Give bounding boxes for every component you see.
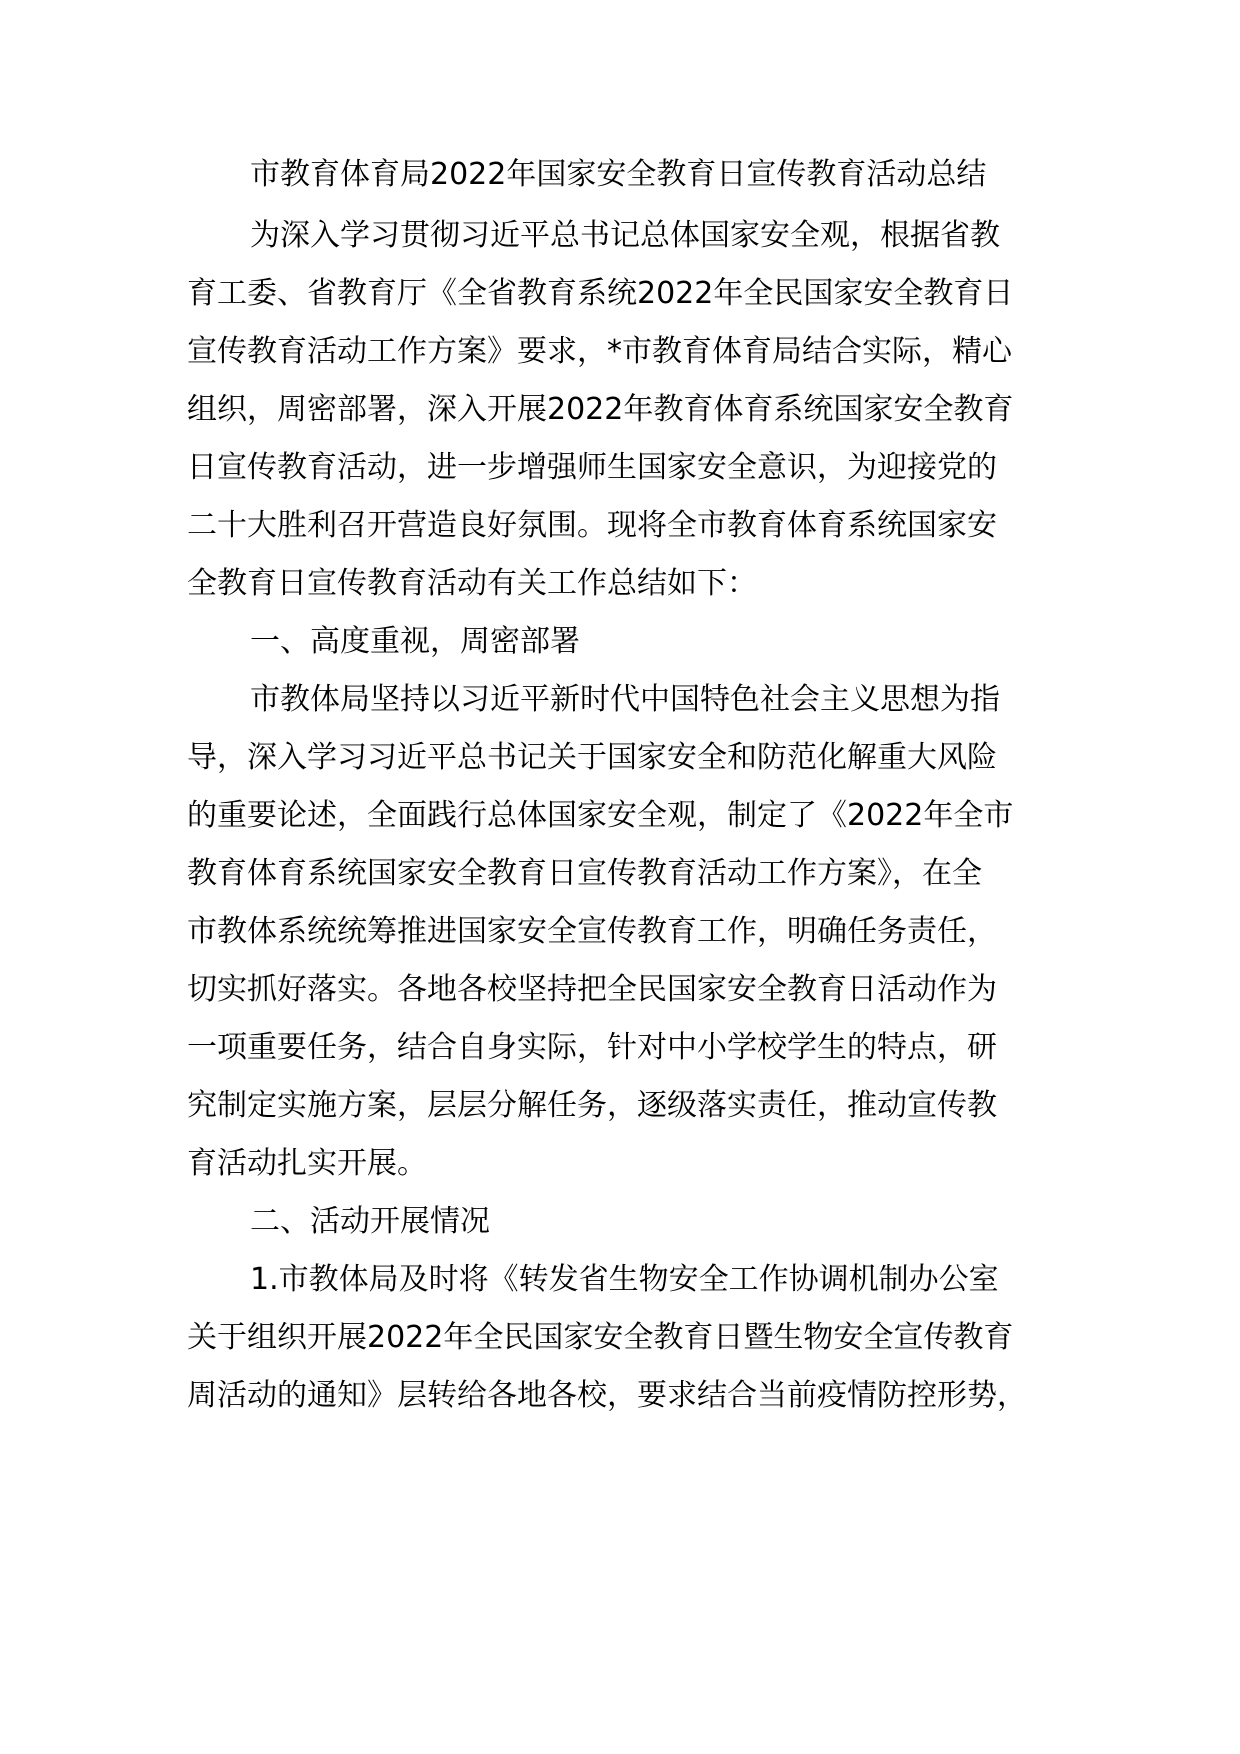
paragraph-2-line-5: 市教体系统统筹推进国家安全宣传教育工作，明确任务责任，	[187, 914, 997, 949]
paragraph-1-line-4: 组织，周密部署，深入开展2022年教育体育系统国家安全教育	[187, 392, 1014, 427]
paragraph-3-line-3: 周活动的通知》层转给各地各校，要求结合当前疫情防控形势，	[187, 1378, 1027, 1413]
paragraph-2-line-2: 导，深入学习习近平总书记关于国家安全和防范化解重大风险	[187, 740, 997, 775]
paragraph-3-line-1: 1.市教体局及时将《转发省生物安全工作协调机制办公室	[250, 1262, 999, 1297]
paragraph-1-line-5: 日宣传教育活动，进一步增强师生国家安全意识，为迎接党的	[187, 450, 997, 485]
paragraph-2-line-7: 一项重要任务，结合自身实际，针对中小学校学生的特点，研	[187, 1030, 997, 1065]
paragraph-2-line-3: 的重要论述，全面践行总体国家安全观，制定了《2022年全市	[187, 798, 1014, 833]
section-1-heading: 一、高度重视，周密部署	[250, 624, 580, 659]
paragraph-1-line-6: 二十大胜利召开营造良好氛围。现将全市教育体育系统国家安	[187, 508, 997, 543]
section-2-heading: 二、活动开展情况	[250, 1204, 490, 1239]
paragraph-2-line-1: 市教体局坚持以习近平新时代中国特色社会主义思想为指	[250, 682, 1000, 717]
paragraph-2-line-6: 切实抓好落实。各地各校坚持把全民国家安全教育日活动作为	[187, 972, 997, 1007]
paragraph-2-line-9: 育活动扎实开展。	[187, 1146, 427, 1181]
paragraph-1-line-3: 宣传教育活动工作方案》要求，*市教育体育局结合实际，精心	[187, 334, 1012, 369]
paragraph-1-line-2: 育工委、省教育厅《全省教育系统2022年全民国家安全教育日	[187, 276, 1014, 311]
paragraph-2-line-4: 教育体育系统国家安全教育日宣传教育活动工作方案》，在全	[187, 856, 982, 891]
paragraph-1-line-7: 全教育日宣传教育活动有关工作总结如下：	[187, 566, 757, 601]
document-title: 市教育体育局2022年国家安全教育日宣传教育活动总结	[250, 157, 987, 192]
paragraph-1-line-1: 为深入学习贯彻习近平总书记总体国家安全观，根据省教	[250, 218, 1000, 253]
paragraph-3-line-2: 关于组织开展2022年全民国家安全教育日暨生物安全宣传教育	[187, 1320, 1014, 1355]
paragraph-2-line-8: 究制定实施方案，层层分解任务，逐级落实责任，推动宣传教	[187, 1088, 997, 1123]
